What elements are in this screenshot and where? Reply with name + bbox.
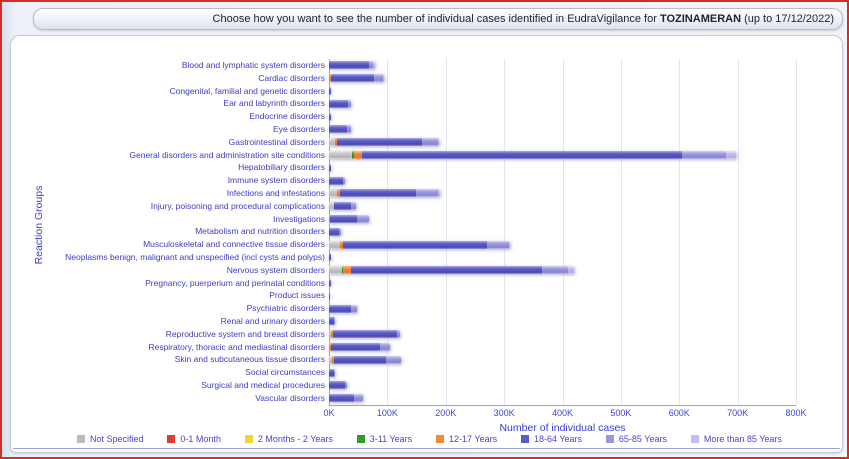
bar-segment-18-64-years[interactable] [329,253,331,261]
bar-segment-not-specified[interactable] [329,189,337,197]
legend-swatch-18-64-years [521,435,529,443]
bar-track [329,200,796,213]
chart-row [23,213,796,226]
bar-segment-not-specified[interactable] [329,151,351,159]
category-label: Social circumstances [245,367,325,378]
category-label: Reproductive system and breast disorders [165,328,325,339]
bar-segment-more-than-85-years[interactable] [509,241,510,249]
stacked-bar [329,241,510,249]
bar-segment-18-64-years[interactable] [340,189,416,197]
gridline [796,59,797,405]
bar-segment-12-17-years[interactable] [354,151,362,159]
chart-row [23,264,796,277]
bar-track [329,289,796,302]
stacked-bar [329,151,736,159]
bar-segment-not-specified[interactable] [329,241,340,249]
stacked-bar [329,202,356,210]
bar-track [329,353,796,366]
stacked-bar [329,74,384,82]
bar-track [329,379,796,392]
chart-row [23,277,796,290]
category-label: Metabolism and nutrition disorders [195,226,325,237]
chart [23,59,807,434]
bar-segment-65-85-years[interactable] [487,241,509,249]
bar-segment-more-than-85-years[interactable] [383,74,384,82]
bar-segment-18-64-years[interactable] [329,100,348,108]
chart-row [23,289,796,302]
page-title-suffix: (up to 17/12/2022) [741,13,834,25]
chart-row [23,85,796,98]
bar-track [329,238,796,251]
bar-segment-18-64-years[interactable] [329,125,347,133]
legend-label: Not Specified [90,434,144,444]
stacked-bar [329,317,335,325]
bar-track [329,110,796,123]
chart-row [23,59,796,72]
legend-swatch-65-85-years [606,435,614,443]
bar-segment-not-specified[interactable] [329,266,342,274]
category-label: Blood and lymphatic system disorders [181,60,325,70]
bar-segment-more-than-85-years[interactable] [438,138,440,146]
product-name: TOZINAMERAN [659,13,742,25]
bar-segment-18-64-years[interactable] [329,305,351,313]
bar-segment-65-85-years[interactable] [542,266,568,274]
legend-item-3-11-years[interactable] [357,434,412,444]
bar-segment-18-64-years[interactable] [329,61,369,69]
bar-segment-more-than-85-years[interactable] [438,189,440,197]
legend-item-more-than-85-years[interactable] [691,434,782,444]
bar-track [329,174,796,187]
chart-row [23,72,796,85]
bar-track [329,213,796,226]
legend-swatch-3-11-years [357,435,365,443]
chart-row [23,161,796,174]
category-label: Cardiac disorders [258,72,325,83]
bar-segment-18-64-years[interactable] [334,202,351,210]
legend-swatch-12-17-years [436,435,444,443]
chart-row [23,315,796,328]
bar-segment-18-64-years[interactable] [331,343,380,351]
bar-segment-65-85-years[interactable] [334,369,335,377]
category-label: General disorders and administration site conditions [129,149,325,160]
category-label: Skin and subcutaneous tissue disorders [174,354,325,365]
bar-track [329,392,796,405]
bar-track [329,315,796,328]
bar-segment-65-85-years[interactable] [682,151,726,159]
stacked-bar [329,138,439,146]
legend-item-2-months-2-years[interactable] [245,434,333,444]
legend-label: 18-64 Years [533,434,583,444]
stacked-bar [329,394,363,402]
bar-segment-18-64-years[interactable] [329,394,354,402]
bar-track [329,366,796,379]
chart-row [23,238,796,251]
bar-segment-65-85-years[interactable] [386,356,401,364]
bar-segment-65-85-years[interactable] [339,228,341,236]
bar-segment-18-64-years[interactable] [331,74,374,82]
bar-segment-18-64-years[interactable] [343,241,487,249]
x-tick-label: 100K [376,407,398,418]
x-axis-ticks [23,406,807,419]
bar-segment-18-64-years[interactable] [329,292,330,300]
stacked-bar [329,330,400,338]
x-tick-label: 400K [551,407,574,418]
bar-segment-65-85-years[interactable] [357,215,369,223]
bar-track [329,302,796,315]
bar-segment-65-85-years[interactable] [380,343,390,351]
chart-row [23,123,796,136]
legend-item-18-64-years[interactable] [521,434,582,444]
stacked-bar [329,343,390,351]
category-label: Musculoskeletal and connective tissue disorders [143,239,325,250]
bar-segment-65-85-years[interactable] [351,202,356,210]
category-label: Congenital, familial and genetic disorders [169,85,325,96]
bar-segment-18-64-years[interactable] [329,113,331,121]
stacked-bar [329,228,341,236]
bar-track [329,251,796,264]
page-title [213,13,834,25]
stacked-bar [329,125,351,133]
chart-row [23,328,796,341]
x-tick-label: 700K [727,407,749,418]
bar-segment-65-85-years[interactable] [345,381,347,389]
stacked-bar [329,381,347,389]
stacked-bar [329,369,335,377]
category-label: Respiratory, thoracic and mediastinal disorders [148,341,325,352]
bar-segment-18-64-years[interactable] [329,381,345,389]
chart-row [23,379,796,392]
legend-label: 65-85 Years [618,434,667,444]
bar-segment-18-64-years[interactable] [329,279,331,287]
category-label: Product issues [269,290,325,301]
bar-segment-18-64-years[interactable] [351,266,542,274]
stacked-bar [329,253,331,261]
bar-track [329,149,796,162]
bar-segment-65-85-years[interactable] [374,74,383,82]
bar-segment-65-85-years[interactable] [416,189,438,197]
bar-segment-65-85-years[interactable] [354,394,363,402]
legend-label: 0-1 Month [180,434,221,444]
category-label: Immune system disorders [227,175,325,186]
legend-divider [13,448,840,449]
category-label: Vascular disorders [255,392,325,403]
legend-label: 3-11 Years [369,434,413,444]
bar-track [329,328,796,341]
category-label: Infections and infestations [226,187,325,198]
category-label: Psychiatric disorders [246,303,325,314]
legend-label: More than 85 Years [703,434,782,444]
x-tick-label: 300K [493,407,515,418]
chart-row [23,174,796,187]
bar-segment-18-64-years[interactable] [329,87,331,95]
bar-segment-more-than-85-years[interactable] [373,61,374,69]
bar-track [329,264,796,277]
stacked-bar [329,356,401,364]
chart-row [23,392,796,405]
stacked-bar [329,215,369,223]
legend-label: 2 Months - 2 Years [257,434,333,444]
category-label: Eye disorders [273,123,325,134]
stacked-bar [329,292,330,300]
category-label: Surgical and medical procedures [201,379,325,390]
chart-row [23,353,796,366]
bar-segment-65-85-years[interactable] [347,125,351,133]
y-axis-title: Reaction Groups [33,185,45,265]
x-tick-label: 0K [323,407,335,418]
bar-segment-18-64-years[interactable] [362,151,682,159]
category-label: Renal and urinary disorders [220,315,325,326]
bar-rows [23,59,796,405]
category-label: Investigations [273,213,325,224]
stacked-bar [329,164,331,172]
bar-segment-18-64-years[interactable] [334,356,386,364]
bar-segment-more-than-85-years[interactable] [351,125,352,133]
chart-row [23,187,796,200]
category-label: Hepatobiliary disorders [238,162,325,173]
bar-track [329,136,796,149]
bar-segment-65-85-years[interactable] [334,317,335,325]
bar-segment-65-85-years[interactable] [343,177,345,185]
x-tick-label: 800K [785,407,807,418]
category-label: Nervous system disorders [226,264,325,275]
bar-track [329,187,796,200]
page-title-prefix: Choose how you want to see the number of individual cases identified in EudraVigilance for [212,13,660,25]
bar-segment-18-64-years[interactable] [329,164,331,172]
bar-track [329,277,796,290]
category-label: Injury, poisoning and procedural complications [150,200,325,211]
legend-label: 12-17 Years [449,434,498,444]
legend-swatch-2-months-2-years [245,435,253,443]
chart-row [23,302,796,315]
bar-track [329,123,796,136]
bar-segment-65-85-years[interactable] [397,330,400,338]
bar-track [329,97,796,110]
stacked-bar [329,87,331,95]
stacked-bar [329,113,331,121]
stacked-bar [329,189,440,197]
bar-segment-18-64-years[interactable] [329,177,343,185]
x-tick-label: 500K [610,407,632,418]
legend-item-65-85-years[interactable] [606,434,667,444]
category-label: Endocrine disorders [249,111,325,122]
legend [77,434,782,444]
chart-row [23,97,796,110]
category-label: Neoplasms benign, malignant and unspecified (incl cysts and polyps) [65,251,325,262]
stacked-bar [329,100,351,108]
bar-segment-18-64-years[interactable] [337,138,423,146]
bar-track [329,161,796,174]
chart-row [23,341,796,354]
legend-item-12-17-years[interactable] [436,434,497,444]
x-tick-label: 200K [435,407,457,418]
stacked-bar [329,61,375,69]
legend-swatch-not-specified [77,435,85,443]
bar-segment-12-17-years[interactable] [343,266,351,274]
stacked-bar [329,305,357,313]
bar-segment-18-64-years[interactable] [329,228,339,236]
legend-item-not-specified[interactable] [77,434,144,444]
bar-track [329,72,796,85]
chart-row [23,251,796,264]
legend-swatch-0-1-month [167,435,175,443]
stacked-bar [329,266,574,274]
bar-segment-18-64-years[interactable] [330,215,357,223]
bar-track [329,85,796,98]
bar-segment-18-64-years[interactable] [333,330,398,338]
x-axis-title: Number of individual cases [499,421,626,434]
category-label: Pregnancy, puerperium and perinatal conditions [145,277,325,288]
chart-row [23,136,796,149]
stacked-bar [329,279,331,287]
bar-track [329,341,796,354]
chart-row [23,225,796,238]
x-tick-label: 600K [668,407,690,418]
header-bar[interactable] [33,8,843,30]
bar-segment-65-85-years[interactable] [422,138,437,146]
chart-row [23,200,796,213]
bar-segment-65-85-years[interactable] [348,100,351,108]
bar-track [329,225,796,238]
chart-row [23,149,796,162]
category-label: Gastrointestinal disorders [228,136,325,147]
stacked-bar [329,177,345,185]
bar-track [329,59,796,72]
legend-item-0-1-month[interactable] [167,434,221,444]
legend-swatch-more-than-85-years [691,435,699,443]
chart-panel [10,35,843,453]
bar-segment-65-85-years[interactable] [351,305,357,313]
bar-segment-more-than-85-years[interactable] [568,266,574,274]
bar-segment-more-than-85-years[interactable] [726,151,736,159]
chart-row [23,110,796,123]
chart-row [23,366,796,379]
category-label: Ear and labyrinth disorders [223,98,325,109]
